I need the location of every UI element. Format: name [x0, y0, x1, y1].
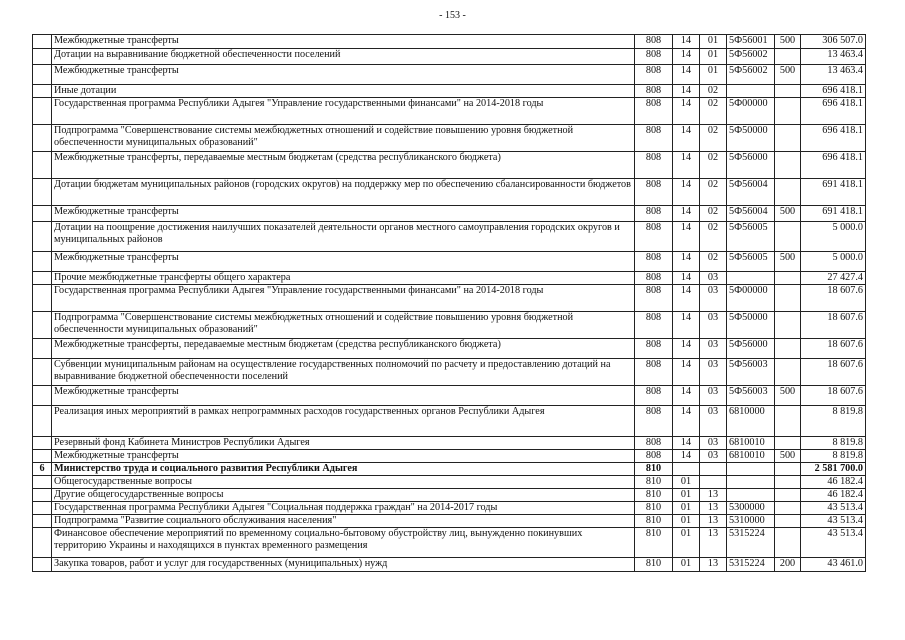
subsection-code-cell	[700, 476, 727, 489]
row-number-cell	[33, 98, 52, 125]
amount-cell: 8 819.8	[801, 450, 866, 463]
table-row	[33, 406, 866, 437]
ministry-code-cell: 808	[635, 312, 673, 339]
expense-name-cell: Межбюджетные трансферты	[52, 450, 635, 463]
expense-type-code-cell	[775, 359, 801, 386]
expense-name-cell: Финансовое обеспечение мероприятий по временному социально-бытовому обустройству лиц, вынужденно покинувших территорию Украины и находящихся в пунктах временного размещения	[52, 528, 635, 558]
amount-cell: 696 418.1	[801, 98, 866, 125]
row-number-cell	[33, 85, 52, 98]
amount-cell: 691 418.1	[801, 179, 866, 206]
subsection-code-cell: 13	[700, 528, 727, 558]
row-number-cell	[33, 489, 52, 502]
table-row	[33, 312, 866, 339]
expense-name-cell: Межбюджетные трансферты, передаваемые местным бюджетам (средства республиканского бюджета)	[52, 152, 635, 179]
subsection-code-cell: 02	[700, 98, 727, 125]
table-row	[33, 489, 866, 502]
ministry-code-cell: 810	[635, 515, 673, 528]
table-row	[33, 179, 866, 206]
expense-name-cell: Иные дотации	[52, 85, 635, 98]
table-row	[33, 85, 866, 98]
amount-cell: 18 607.6	[801, 386, 866, 406]
table-row	[33, 35, 866, 49]
table-row	[33, 463, 866, 476]
target-article-code-cell: 5310000	[727, 515, 775, 528]
amount-cell: 5 000.0	[801, 222, 866, 252]
target-article-code-cell	[727, 476, 775, 489]
row-number-cell	[33, 528, 52, 558]
table-row	[33, 272, 866, 285]
row-number-cell	[33, 437, 52, 450]
subsection-code-cell: 03	[700, 285, 727, 312]
row-number-cell	[33, 222, 52, 252]
amount-cell: 18 607.6	[801, 312, 866, 339]
subsection-code-cell	[700, 463, 727, 476]
target-article-code-cell: 5Ф56005	[727, 252, 775, 272]
row-number-cell	[33, 206, 52, 222]
expense-name-cell: Субвенции муниципальным районам на осуществление государственных полномочий по расчету и предоставлению дотаций на выравнивание бюджетной обеспеченности поселений	[52, 359, 635, 386]
ministry-code-cell: 808	[635, 49, 673, 65]
subsection-code-cell: 13	[700, 558, 727, 572]
expense-name-cell: Межбюджетные трансферты, передаваемые местным бюджетам (средства республиканского бюджета)	[52, 339, 635, 359]
expense-type-code-cell	[775, 49, 801, 65]
amount-cell: 306 507.0	[801, 35, 866, 49]
subsection-code-cell: 02	[700, 125, 727, 152]
expense-type-code-cell: 500	[775, 206, 801, 222]
target-article-code-cell: 5Ф56004	[727, 206, 775, 222]
ministry-code-cell: 810	[635, 502, 673, 515]
subsection-code-cell: 02	[700, 222, 727, 252]
expense-name-cell: Подпрограмма "Совершенствование системы межбюджетных отношений и содействие повышению уровня бюджетной обеспеченности муниципальных образований"	[52, 125, 635, 152]
subsection-code-cell: 01	[700, 35, 727, 49]
expense-type-code-cell	[775, 125, 801, 152]
subsection-code-cell: 03	[700, 406, 727, 437]
section-code-cell: 14	[673, 312, 700, 339]
expense-name-cell: Межбюджетные трансферты	[52, 35, 635, 49]
row-number-cell	[33, 450, 52, 463]
row-number-cell	[33, 502, 52, 515]
row-number-cell: 6	[33, 463, 52, 476]
section-code-cell: 14	[673, 98, 700, 125]
target-article-code-cell: 5Ф56003	[727, 386, 775, 406]
row-number-cell	[33, 359, 52, 386]
expense-name-cell: Дотации на выравнивание бюджетной обеспеченности поселений	[52, 49, 635, 65]
target-article-code-cell: 5Ф56005	[727, 222, 775, 252]
section-code-cell: 01	[673, 489, 700, 502]
section-code-cell: 14	[673, 179, 700, 206]
subsection-code-cell: 03	[700, 312, 727, 339]
ministry-code-cell: 808	[635, 406, 673, 437]
row-number-cell	[33, 476, 52, 489]
expense-name-cell: Другие общегосударственные вопросы	[52, 489, 635, 502]
section-code-cell: 14	[673, 450, 700, 463]
target-article-code-cell: 5315224	[727, 528, 775, 558]
section-code-cell: 01	[673, 502, 700, 515]
expense-type-code-cell	[775, 179, 801, 206]
subsection-code-cell: 02	[700, 252, 727, 272]
expense-type-code-cell	[775, 98, 801, 125]
amount-cell: 696 418.1	[801, 125, 866, 152]
section-code-cell: 14	[673, 222, 700, 252]
amount-cell: 696 418.1	[801, 152, 866, 179]
expense-name-cell: Дотации бюджетам муниципальных районов (городских округов) на поддержку мер по обеспечению сбалансированности бюджетов	[52, 179, 635, 206]
amount-cell: 691 418.1	[801, 206, 866, 222]
amount-cell: 46 182.4	[801, 476, 866, 489]
expense-name-cell: Межбюджетные трансферты	[52, 206, 635, 222]
amount-cell: 18 607.6	[801, 339, 866, 359]
expense-name-cell: Общегосударственные вопросы	[52, 476, 635, 489]
ministry-code-cell: 810	[635, 476, 673, 489]
table-row	[33, 502, 866, 515]
ministry-code-cell: 808	[635, 125, 673, 152]
subsection-code-cell: 02	[700, 152, 727, 179]
ministry-code-cell: 808	[635, 206, 673, 222]
section-code-cell: 14	[673, 285, 700, 312]
amount-cell: 696 418.1	[801, 85, 866, 98]
section-code-cell: 14	[673, 339, 700, 359]
expense-name-cell: Межбюджетные трансферты	[52, 65, 635, 85]
subsection-code-cell: 02	[700, 85, 727, 98]
ministry-code-cell: 808	[635, 437, 673, 450]
table-row	[33, 49, 866, 65]
ministry-code-cell: 808	[635, 252, 673, 272]
row-number-cell	[33, 339, 52, 359]
table-row	[33, 359, 866, 386]
amount-cell: 43 461.0	[801, 558, 866, 572]
section-code-cell: 14	[673, 152, 700, 179]
amount-cell: 5 000.0	[801, 252, 866, 272]
row-number-cell	[33, 65, 52, 85]
section-code-cell: 14	[673, 65, 700, 85]
target-article-code-cell: 6810010	[727, 450, 775, 463]
table-row	[33, 450, 866, 463]
ministry-code-cell: 808	[635, 85, 673, 98]
expense-type-code-cell	[775, 85, 801, 98]
target-article-code-cell: 5Ф56001	[727, 35, 775, 49]
expense-name-cell: Подпрограмма "Развитие социального обслуживания населения"	[52, 515, 635, 528]
section-code-cell: 01	[673, 515, 700, 528]
expense-name-cell: Прочие межбюджетные трансферты общего характера	[52, 272, 635, 285]
amount-cell: 13 463.4	[801, 49, 866, 65]
table-row	[33, 252, 866, 272]
expense-type-code-cell	[775, 339, 801, 359]
section-code-cell	[673, 463, 700, 476]
row-number-cell	[33, 272, 52, 285]
ministry-code-cell: 808	[635, 450, 673, 463]
expense-type-code-cell	[775, 476, 801, 489]
ministry-code-cell: 808	[635, 285, 673, 312]
table-row	[33, 222, 866, 252]
expense-name-cell: Закупка товаров, работ и услуг для государственных (муниципальных) нужд	[52, 558, 635, 572]
row-number-cell	[33, 515, 52, 528]
table-row	[33, 558, 866, 572]
table-row	[33, 386, 866, 406]
row-number-cell	[33, 125, 52, 152]
section-code-cell: 14	[673, 272, 700, 285]
expense-name-cell: Государственная программа Республики Адыгея "Управление государственными финансами" на 2014-2018 годы	[52, 98, 635, 125]
section-code-cell: 01	[673, 476, 700, 489]
target-article-code-cell: 5Ф56000	[727, 339, 775, 359]
subsection-code-cell: 01	[700, 49, 727, 65]
expense-name-cell: Реализация иных мероприятий в рамках непрограммных расходов государственных органов Республики Адыгея	[52, 406, 635, 437]
ministry-code-cell: 810	[635, 528, 673, 558]
amount-cell: 43 513.4	[801, 528, 866, 558]
expense-type-code-cell: 500	[775, 35, 801, 49]
target-article-code-cell: 5300000	[727, 502, 775, 515]
amount-cell: 43 513.4	[801, 515, 866, 528]
expense-type-code-cell	[775, 285, 801, 312]
target-article-code-cell: 5Ф56004	[727, 179, 775, 206]
ministry-code-cell: 808	[635, 359, 673, 386]
subsection-code-cell: 03	[700, 437, 727, 450]
table-row	[33, 476, 866, 489]
target-article-code-cell: 6810000	[727, 406, 775, 437]
row-number-cell	[33, 285, 52, 312]
expense-type-code-cell	[775, 502, 801, 515]
ministry-code-cell: 808	[635, 35, 673, 49]
subsection-code-cell: 02	[700, 179, 727, 206]
expense-type-code-cell	[775, 222, 801, 252]
ministry-code-cell: 808	[635, 272, 673, 285]
ministry-code-cell: 808	[635, 222, 673, 252]
target-article-code-cell: 5Ф56002	[727, 65, 775, 85]
ministry-code-cell: 810	[635, 463, 673, 476]
expense-type-code-cell	[775, 406, 801, 437]
target-article-code-cell: 5Ф56003	[727, 359, 775, 386]
expense-type-code-cell	[775, 312, 801, 339]
expense-name-cell: Межбюджетные трансферты	[52, 252, 635, 272]
expense-name-cell: Дотации на поощрение достижения наилучших показателей деятельности органов местного самоуправления городских округов и муниципальных районов	[52, 222, 635, 252]
amount-cell: 18 607.6	[801, 359, 866, 386]
amount-cell: 8 819.8	[801, 437, 866, 450]
row-number-cell	[33, 49, 52, 65]
amount-cell: 13 463.4	[801, 65, 866, 85]
target-article-code-cell: 5Ф00000	[727, 98, 775, 125]
ministry-code-cell: 808	[635, 339, 673, 359]
expense-type-code-cell	[775, 437, 801, 450]
ministry-code-cell: 808	[635, 65, 673, 85]
row-number-cell	[33, 152, 52, 179]
row-number-cell	[33, 558, 52, 572]
expense-name-cell: Резервный фонд Кабинета Министров Республики Адыгея	[52, 437, 635, 450]
subsection-code-cell: 03	[700, 272, 727, 285]
target-article-code-cell: 5Ф50000	[727, 125, 775, 152]
subsection-code-cell: 03	[700, 359, 727, 386]
target-article-code-cell: 5Ф56002	[727, 49, 775, 65]
target-article-code-cell: 5Ф56000	[727, 152, 775, 179]
subsection-code-cell: 03	[700, 339, 727, 359]
expense-type-code-cell	[775, 528, 801, 558]
subsection-code-cell: 03	[700, 450, 727, 463]
subsection-code-cell: 13	[700, 515, 727, 528]
target-article-code-cell	[727, 85, 775, 98]
section-code-cell: 14	[673, 35, 700, 49]
amount-cell: 2 581 700.0	[801, 463, 866, 476]
section-code-cell: 01	[673, 558, 700, 572]
section-code-cell: 14	[673, 206, 700, 222]
expense-name-cell: Государственная программа Республики Адыгея "Социальная поддержка граждан" на 2014-2017 годы	[52, 502, 635, 515]
section-code-cell: 14	[673, 386, 700, 406]
table-row	[33, 437, 866, 450]
expense-type-code-cell: 200	[775, 558, 801, 572]
amount-cell: 43 513.4	[801, 502, 866, 515]
row-number-cell	[33, 35, 52, 49]
amount-cell: 18 607.6	[801, 285, 866, 312]
row-number-cell	[33, 312, 52, 339]
section-code-cell: 14	[673, 49, 700, 65]
table-row	[33, 528, 866, 558]
expense-type-code-cell	[775, 272, 801, 285]
expense-type-code-cell	[775, 489, 801, 502]
page-number: - 153 -	[439, 10, 466, 21]
expense-type-code-cell: 500	[775, 450, 801, 463]
subsection-code-cell: 13	[700, 489, 727, 502]
amount-cell: 27 427.4	[801, 272, 866, 285]
amount-cell: 46 182.4	[801, 489, 866, 502]
table-row	[33, 206, 866, 222]
section-code-cell: 14	[673, 252, 700, 272]
table-row	[33, 152, 866, 179]
table-row	[33, 65, 866, 85]
row-number-cell	[33, 252, 52, 272]
row-number-cell	[33, 386, 52, 406]
expense-type-code-cell: 500	[775, 252, 801, 272]
expense-type-code-cell: 500	[775, 386, 801, 406]
target-article-code-cell	[727, 463, 775, 476]
subsection-code-cell: 01	[700, 65, 727, 85]
expense-name-cell: Министерство труда и социального развития Республики Адыгея	[52, 463, 635, 476]
target-article-code-cell	[727, 272, 775, 285]
expense-type-code-cell	[775, 515, 801, 528]
section-code-cell: 14	[673, 85, 700, 98]
expense-name-cell: Государственная программа Республики Адыгея "Управление государственными финансами" на 2014-2018 годы	[52, 285, 635, 312]
section-code-cell: 14	[673, 406, 700, 437]
ministry-code-cell: 808	[635, 386, 673, 406]
row-number-cell	[33, 179, 52, 206]
target-article-code-cell: 5Ф00000	[727, 285, 775, 312]
amount-cell: 8 819.8	[801, 406, 866, 437]
row-number-cell	[33, 406, 52, 437]
subsection-code-cell: 02	[700, 206, 727, 222]
target-article-code-cell: 6810010	[727, 437, 775, 450]
target-article-code-cell	[727, 489, 775, 502]
budget-table	[32, 34, 866, 572]
subsection-code-cell: 03	[700, 386, 727, 406]
table-row	[33, 285, 866, 312]
ministry-code-cell: 810	[635, 558, 673, 572]
table-row	[33, 98, 866, 125]
section-code-cell: 14	[673, 359, 700, 386]
section-code-cell: 01	[673, 528, 700, 558]
table-row	[33, 339, 866, 359]
expense-name-cell: Межбюджетные трансферты	[52, 386, 635, 406]
expense-name-cell: Подпрограмма "Совершенствование системы межбюджетных отношений и содействие повышению уровня бюджетной обеспеченности муниципальных образований"	[52, 312, 635, 339]
ministry-code-cell: 808	[635, 152, 673, 179]
ministry-code-cell: 808	[635, 98, 673, 125]
target-article-code-cell: 5Ф50000	[727, 312, 775, 339]
table-row	[33, 125, 866, 152]
table-row	[33, 515, 866, 528]
ministry-code-cell: 810	[635, 489, 673, 502]
section-code-cell: 14	[673, 125, 700, 152]
ministry-code-cell: 808	[635, 179, 673, 206]
expense-type-code-cell	[775, 152, 801, 179]
section-code-cell: 14	[673, 437, 700, 450]
target-article-code-cell: 5315224	[727, 558, 775, 572]
expense-type-code-cell	[775, 463, 801, 476]
subsection-code-cell: 13	[700, 502, 727, 515]
expense-type-code-cell: 500	[775, 65, 801, 85]
